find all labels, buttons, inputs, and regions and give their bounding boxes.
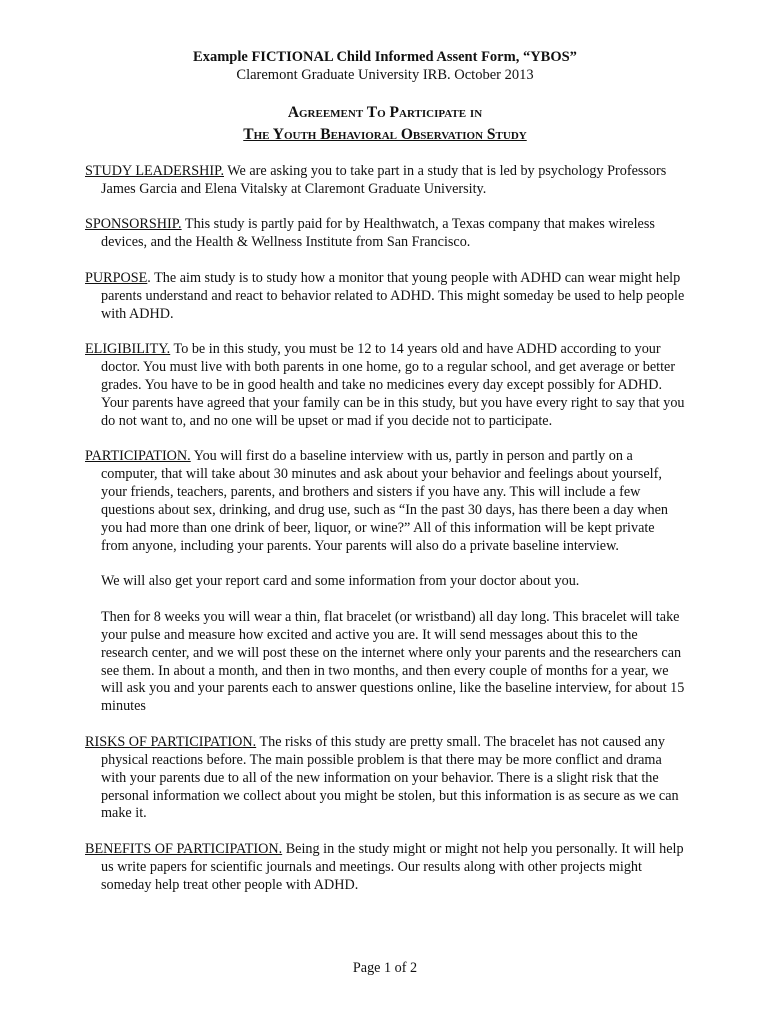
section-heading: BENEFITS OF PARTICIPATION. [85,840,283,857]
participation-paragraph-2: We will also get your report card and some information from your doctor about you. [101,573,580,590]
participation-paragraph-3: Then for 8 weeks you will wear a thin, flat bracelet (or wristband) all day long. This bracelet will take your pulse and measure how excited and active you are. It will send messages about this to the research center, and we will post these on the internet where only your parents and the researchers can see them. In about a month, and then in two months, and then every couple of months for a year, we will ask you and your parents each to answer questions online, like the baseline interview, for about 15 minutes [101,608,685,715]
section-text: To be in this study, you must be 12 to 14 years old and have ADHD according to your doctor. You must live with both parents in one home, go to a regular school, and get average or better grades. You have to be in good health and take no medicines every day except possibly for ADHD. Your parents have agreed that your family can be in this study, but you have every right to say that you do not want to, and no one will be upset or mad if you decide not to participate. [101,341,685,429]
page-number: Page 1 of 2 [352,960,418,976]
form-title: Example FICTIONAL Child Informed Assent Form, “YBOS” [193,49,577,65]
section-text: You will first do a baseline interview with us, partly in person and partly on a computer, that will take about 30 minutes and ask about your behavior and feelings about yourself, your friends, teachers, parents, and brothers and sisters if you have any. This will include a few questions about sex, drinking, and drug use, such as “In the past 30 days, has there been a day when you had more than one drink of beer, liquor, or wine?” All of this information will be kept private from anyone, including your parents. Your parents will also do a private baseline interview. [101,448,668,554]
section-text: The risks of this study are pretty small. The bracelet has not caused any physical reactions before. The main possible problem is that there may be more conflict and drama with your parents due to all of the new information on your behavior. There is a slight risk that the personal information we collect about you might be stolen, but this information is as secure as we can make it. [101,733,679,822]
section-risks [85,734,685,824]
section-heading: PARTICIPATION. [85,448,191,465]
section-heading: STUDY LEADERSHIP. [85,163,224,179]
section-participation [85,448,685,555]
section-text: This study is partly paid for by Healthwatch, a Texas company that makes wireless devices, and the Health & Wellness Institute from San Francisco. [101,216,655,251]
section-heading: ELIGIBILITY. [85,341,171,358]
document-body [85,163,685,912]
agreement-title-line1: Agreement To Participate in [287,104,483,121]
section-text: . The aim study is to study how a monitor that young people with ADHD can wear might help parents understand and react to behavior related to ADHD. This might someday be used to help people with ADHD. [101,269,685,322]
section-sponsorship [85,216,685,252]
document-header [0,48,770,84]
section-benefits [85,841,685,895]
form-subtitle: Claremont Graduate University IRB. October 2013 [236,67,534,83]
section-eligibility [85,341,685,431]
section-text: We are asking you to take part in a study that is led by psychology Professors James Garcia and Elena Vitalsky at Claremont Graduate University. [101,163,667,197]
agreement-title [0,102,770,146]
section-heading: SPONSORSHIP. [85,216,182,233]
section-purpose [85,270,685,324]
section-text: Being in the study might or might not help you personally. It will help us write papers for scientific journals and meetings. Our results along with other projects might someday help treat other people with ADHD. [101,840,684,893]
agreement-title-line2: The Youth Behavioral Observation Study [243,126,527,143]
section-heading: PURPOSE [85,269,148,286]
section-heading: RISKS OF PARTICIPATION. [85,733,257,750]
section-study-leadership [85,163,685,199]
